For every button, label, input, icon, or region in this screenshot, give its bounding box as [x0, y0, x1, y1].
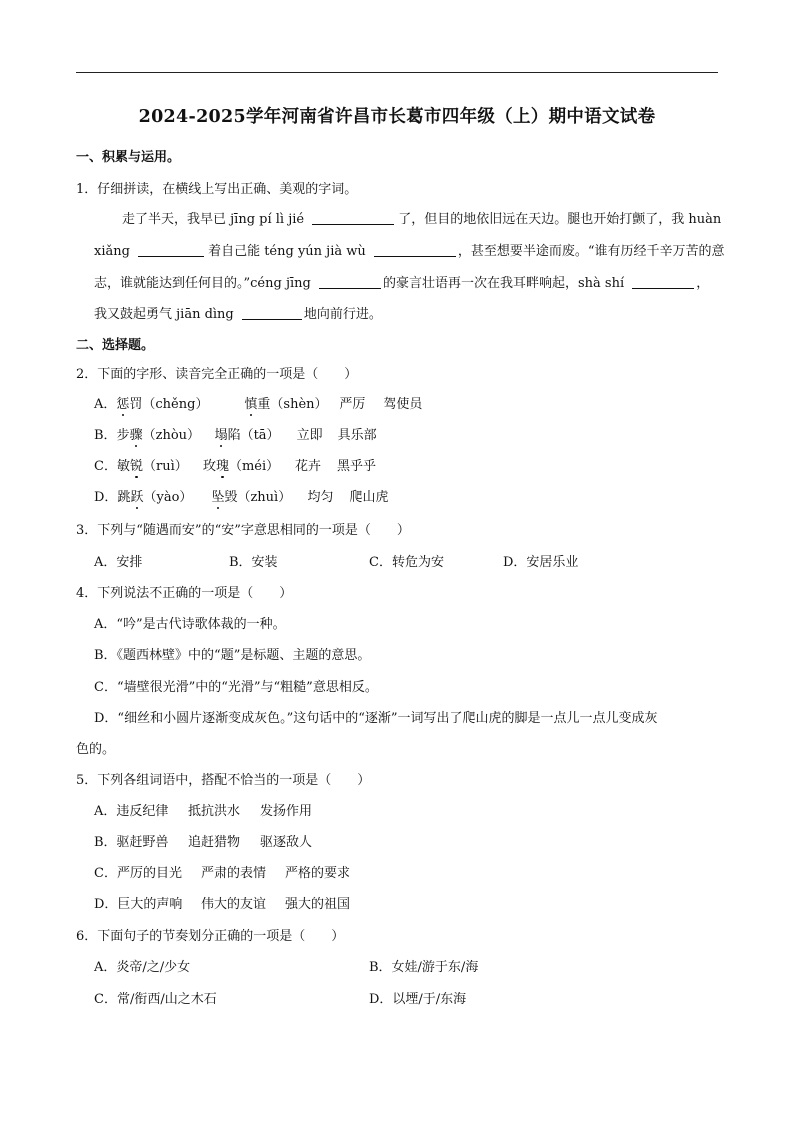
question-4-option-d-cont: 色的。: [76, 742, 116, 757]
passage-text: xiǎng: [94, 244, 130, 259]
question-5-option-c[interactable]: C．严厉的目光 严肃的表情 严格的要求: [94, 866, 351, 881]
answer-blank-6[interactable]: [242, 307, 302, 320]
question-1-line-3: [94, 272, 709, 291]
passage-text: ，甚至想要半途而废。“谁有历经千辛万苦的意: [457, 244, 725, 259]
passage-text: 地向前行进。: [303, 307, 382, 322]
question-6-option-b[interactable]: B．女娃/游于东/海: [369, 960, 479, 975]
passage-text: 了，但目的地依旧远在天边。腿也开始打颤了，我 huàn: [398, 212, 722, 227]
question-3-option-b[interactable]: B．安装: [229, 555, 278, 570]
page-title: 2024-2025学年河南省许昌市长葛市四年级（上）期中语文试卷: [138, 107, 656, 127]
question-3-stem: 3．下列与“随遇而安”的“安”字意思相同的一项是（ ）: [76, 523, 410, 538]
header-rule: [76, 72, 718, 73]
question-1-line-4: [94, 303, 382, 322]
question-2-option-b[interactable]: B．步骤（zhòu） 塌陷（tā） 立即 具乐部: [94, 428, 377, 443]
question-6-option-c[interactable]: C．常/衔西/山之木石: [94, 992, 217, 1007]
question-6-stem: 6．下面句子的节奏划分正确的一项是（ ）: [76, 929, 345, 944]
answer-blank-5[interactable]: [632, 276, 694, 289]
question-2-stem: 2．下面的字形、读音完全正确的一项是（ ）: [76, 367, 358, 382]
question-5-stem: 5．下列各组词语中，搭配不恰当的一项是（ ）: [76, 773, 371, 788]
question-2-option-c[interactable]: C．敏锐（ruì） 玫瑰（méi） 花卉 黑乎乎: [94, 459, 376, 474]
passage-text: 着自己能 téng yún jià wù: [208, 244, 366, 259]
passage-text: ，: [696, 276, 710, 291]
question-5-option-a[interactable]: A．违反纪律 抵抗洪水 发扬作用: [94, 804, 313, 819]
answer-blank-3[interactable]: [374, 244, 456, 257]
question-5-option-d[interactable]: D．巨大的声响 伟大的友谊 强大的祖国: [94, 897, 351, 912]
question-2-option-d[interactable]: D．跳跃（yào） 坠毁（zhuì） 均匀 爬山虎: [94, 490, 389, 505]
question-1-stem: 1．仔细拼读，在横线上写出正确、美观的字词。: [76, 182, 358, 197]
question-1-line-2: [94, 240, 725, 259]
question-3-option-c[interactable]: C．转危为安: [369, 555, 444, 570]
question-6-option-a[interactable]: A．炎帝/之/少女: [94, 960, 191, 975]
section-heading-2: 二、选择题。: [76, 338, 155, 353]
question-4-option-a[interactable]: A．“吟”是古代诗歌体裁的一种。: [94, 617, 286, 632]
question-6-option-d[interactable]: D．以堙/于/东海: [369, 992, 467, 1007]
answer-blank-4[interactable]: [319, 276, 381, 289]
question-4-option-c[interactable]: C．“墙壁很光滑”中的“光滑”与“粗糙”意思相反。: [94, 680, 378, 695]
question-4-option-b[interactable]: B．《题西林壁》中的“题”是标题、主题的意思。: [94, 648, 371, 663]
answer-blank-1[interactable]: [312, 212, 394, 225]
question-2-option-a[interactable]: A．惩罚（chěng） 慎重（shèn） 严厉 驾使员: [94, 397, 423, 412]
question-4-stem: 4．下列说法不正确的一项是（ ）: [76, 586, 293, 601]
section-heading-1: 一、积累与运用。: [76, 150, 181, 165]
passage-text: 的豪言壮语再一次在我耳畔响起，shà shí: [382, 276, 625, 291]
passage-text: 走了半天，我早已 jīng pí lì jié: [122, 212, 305, 227]
question-1-line-1: [122, 208, 721, 227]
question-3-option-d[interactable]: D．安居乐业: [503, 555, 579, 570]
question-4-option-d[interactable]: D．“细丝和小圆片逐渐变成灰色。”这句话中的“逐渐”一词写出了爬山虎的脚是一点儿一点儿变成灰: [94, 711, 658, 726]
question-3-option-a[interactable]: A．安排: [94, 555, 143, 570]
question-5-option-b[interactable]: B．驱赶野兽 追赶猎物 驱逐敌人: [94, 835, 313, 850]
passage-text: 志，谁就能达到任何目的。”céng jīng: [94, 276, 311, 291]
passage-text: 我又鼓起勇气 jiān dìng: [94, 307, 234, 322]
answer-blank-2[interactable]: [138, 244, 204, 257]
